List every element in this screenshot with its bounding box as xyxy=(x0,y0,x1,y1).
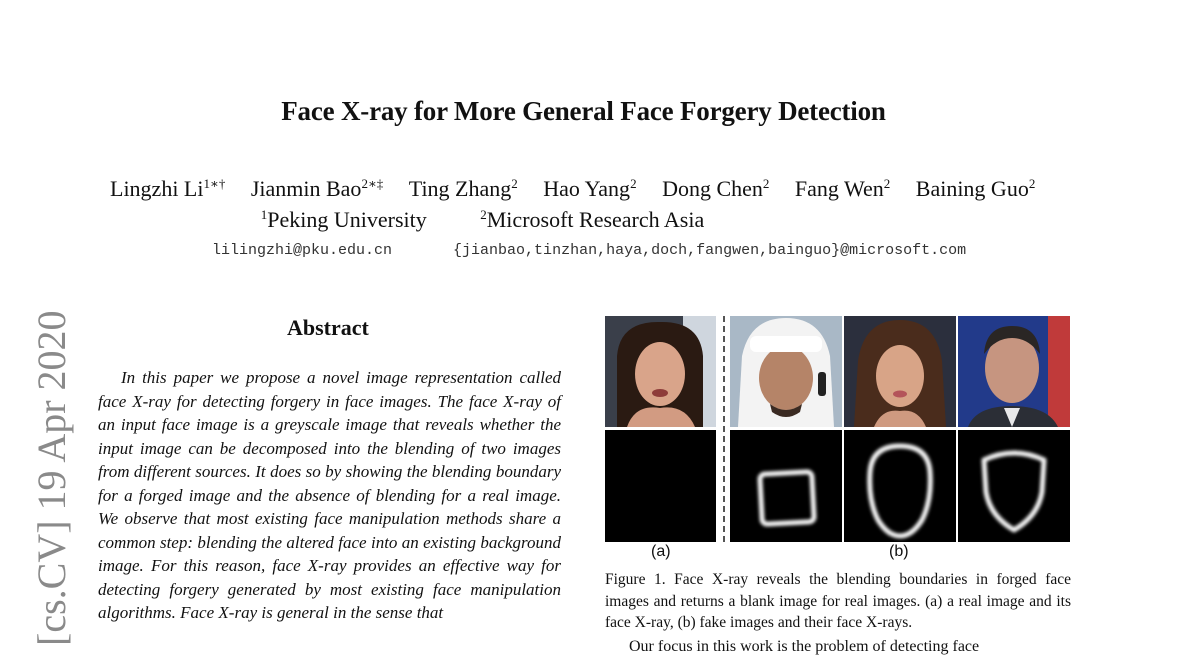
author-affiliation-mark: 2 xyxy=(762,176,770,191)
abstract-heading: Abstract xyxy=(287,315,369,340)
email-address[interactable]: lilingzhi@pku.edu.cn xyxy=(212,242,393,259)
affiliation xyxy=(261,207,427,233)
author-name: Jianmin Bao xyxy=(250,176,362,201)
real-face-xray-blank xyxy=(605,430,716,542)
author xyxy=(795,176,890,202)
author xyxy=(251,176,383,202)
author-name: Hao Yang xyxy=(543,176,631,201)
author xyxy=(916,176,1036,202)
author-affiliation-mark: 2∗‡ xyxy=(361,176,384,191)
figure-divider xyxy=(723,316,725,542)
author-list xyxy=(110,176,1110,202)
fake-face-xray xyxy=(958,430,1070,542)
figure-1 xyxy=(605,316,1070,566)
affiliation-mark: 1 xyxy=(260,207,268,222)
author-name: Lingzhi Li xyxy=(110,176,204,201)
fake-face-image xyxy=(730,316,842,427)
author-name: Ting Zhang xyxy=(408,176,512,201)
real-face-image xyxy=(605,316,716,427)
fake-face-xray xyxy=(844,430,956,542)
author-name: Baining Guo xyxy=(915,176,1029,201)
author-affiliation-mark: 2 xyxy=(1028,176,1036,191)
author xyxy=(543,176,636,202)
affiliation-list xyxy=(0,207,965,233)
author xyxy=(110,176,225,202)
arxiv-stamp: [cs.CV] 19 Apr 2020 xyxy=(29,310,74,646)
figure-caption: Figure 1. Face X-ray reveals the blending boundaries in forged face images and returns a blank image for real images. (a) a real image and its face X-ray, (b) fake images and their face X-rays. xyxy=(605,571,1071,631)
email-address[interactable]: {jianbao,tinzhan,haya,doch,fangwen,bainguo}@microsoft.com xyxy=(453,242,967,259)
body-text: Our focus in this work is the problem of detecting face xyxy=(629,638,980,655)
fake-face-image xyxy=(958,316,1070,427)
author xyxy=(409,176,518,202)
fake-face-xray xyxy=(730,430,842,542)
author-affiliation-mark: 2 xyxy=(511,176,518,191)
affiliation-name: Microsoft Research Asia xyxy=(486,207,705,232)
author-name: Dong Chen xyxy=(662,176,763,201)
figure-label-a: (a) xyxy=(651,543,671,560)
author-affiliation-mark: 2 xyxy=(630,176,637,191)
author-affiliation-mark: 2 xyxy=(883,176,891,191)
affiliation-name: Peking University xyxy=(267,207,427,232)
affiliation-mark: 2 xyxy=(480,207,487,222)
fake-face-image xyxy=(844,316,956,427)
author xyxy=(662,176,769,202)
figure-label-b: (b) xyxy=(889,543,909,560)
affiliation xyxy=(480,207,704,233)
abstract-text: In this paper we propose a novel image representation called face X-ray for detecting forgery in face images. The face X-ray of an input face image is a greyscale image that reveals whether the input image can be decomposed into the blending of two images from different sources. It does so by showing the blending boundary for a forged image and the absence of blending for a real image. We observe that most existing face manipulation methods share a common step: blending the altered face into an existing background image. For this reason, face X-ray provides an effective way for detecting forgery generated by most existing face manipulation algorithms. Face X-ray is general in the sense that xyxy=(98,368,561,622)
author-affiliation-mark: 1∗† xyxy=(203,176,226,191)
paper-title: Face X-ray for More General Face Forgery Detection xyxy=(281,96,886,126)
email-list xyxy=(212,242,966,259)
author-name: Fang Wen xyxy=(794,176,884,201)
